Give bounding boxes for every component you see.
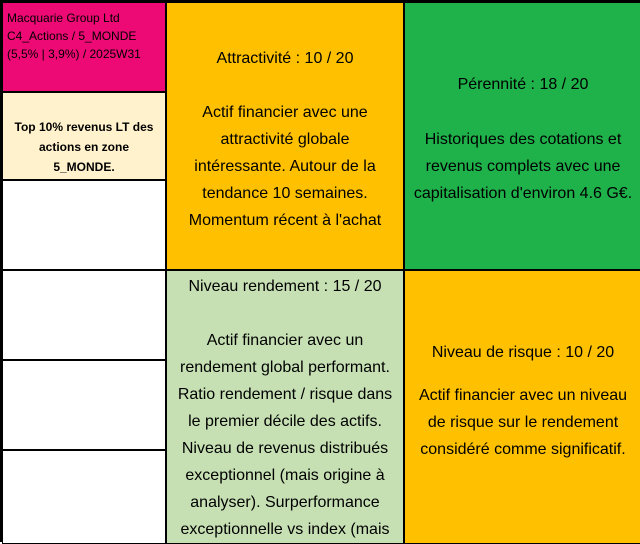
empty-cell [2,360,166,450]
empty-cell [2,180,166,270]
ranking-text: Top 10% revenus LT des actions en zone 5_MONDE. [14,120,154,174]
attractivite-title: Attractivité : 10 / 20 [216,50,354,67]
rendement-cell [166,270,404,544]
empty-cell [2,270,166,360]
empty-cell [2,450,166,544]
perennite-title: Pérennité : 18 / 20 [457,76,589,93]
rendement-title: Niveau rendement : 15 / 20 [188,278,382,295]
risque-body: Actif financier avec un niveau de risque sur le rendement considéré comme significatif. [418,387,628,458]
attractivite-body: Actif financier avec une attractivité globale intéressante. Autour de la tendance 10 semaines. Momentum récent à l'achat [188,104,382,229]
perennite-cell [404,2,640,270]
asset-name: Macquarie Group Ltd [7,11,120,25]
asset-period: (5,5% | 3,9%) / 2025W31 [7,47,141,61]
perennite-body: Historiques des cotations et revenus complets avec une capitalisation d'environ 4.6 G€. [413,131,633,202]
risque-cell [404,270,640,544]
asset-category: C4_Actions / 5_MONDE [7,29,137,43]
risque-title: Niveau de risque : 10 / 20 [431,344,615,361]
rendement-body: Actif financier avec un rendement global performant. Ratio rendement / risque dans le premier décile des actifs. Niveau de revenus distribués exceptionnel (mais origine à analyser). Surperformance exceptionnelle vs index (mais [177,332,393,538]
attractivite-cell [166,2,404,270]
asset-header-cell [2,2,166,92]
ranking-cell [2,92,166,180]
